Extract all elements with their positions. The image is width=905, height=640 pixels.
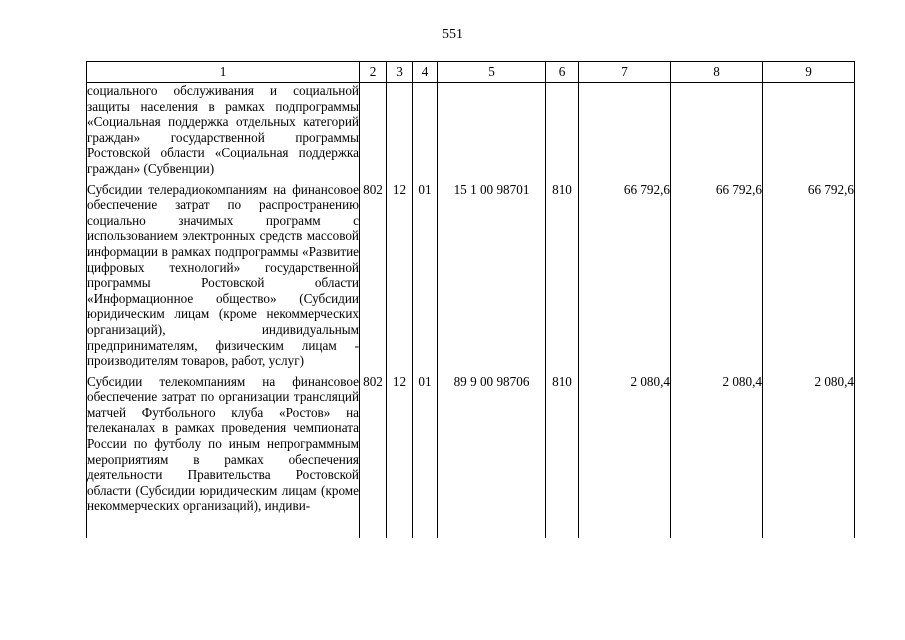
table-row <box>87 369 855 514</box>
row-amount-2: 2 080,4 <box>671 369 763 514</box>
header-col-1: 1 <box>87 62 360 83</box>
row-description: Субсидии телекомпаниям на финансовое обеспечение затрат по организации трансляций матчей Футбольного клуба «Ростов» на телеканалах в рамках проведения чемпионата России по футболу по иным непрограммным мероприятиям в рамках обеспечения деятельности Правительства Ростовской области (Субсидии юридическим лицам (кроме некоммерческих организаций), индиви- <box>87 369 360 514</box>
row-expense-type <box>546 83 579 177</box>
row-code-subsection: 01 <box>413 177 438 369</box>
row-target-article: 15 1 00 98701 <box>438 177 546 369</box>
header-row <box>87 62 855 83</box>
header-col-6: 6 <box>546 62 579 83</box>
header-col-9: 9 <box>763 62 855 83</box>
row-code-admin: 802 <box>360 177 387 369</box>
row-amount-3 <box>763 83 855 177</box>
row-target-article <box>438 83 546 177</box>
row-amount-3: 2 080,4 <box>763 369 855 514</box>
header-col-7: 7 <box>579 62 671 83</box>
row-expense-type: 810 <box>546 177 579 369</box>
table-continuation-gap <box>87 514 855 538</box>
row-code-subsection <box>413 83 438 177</box>
row-code-admin <box>360 83 387 177</box>
row-target-article: 89 9 00 98706 <box>438 369 546 514</box>
header-col-8: 8 <box>671 62 763 83</box>
header-col-5: 5 <box>438 62 546 83</box>
row-code-section: 12 <box>387 177 413 369</box>
page-number: 551 <box>442 27 463 42</box>
row-amount-2 <box>671 83 763 177</box>
row-description: социального обслуживания и социальной защиты населения в рамках подпрограммы «Социальная поддержка отдельных категорий граждан» государственной программы Ростовской области «Социальная поддержка граждан» (Субвенции) <box>87 83 359 176</box>
row-amount-2: 66 792,6 <box>671 177 763 369</box>
row-code-subsection: 01 <box>413 369 438 514</box>
header-col-4: 4 <box>413 62 438 83</box>
row-amount-3: 66 792,6 <box>763 177 855 369</box>
row-code-admin: 802 <box>360 369 387 514</box>
row-amount-1: 2 080,4 <box>579 369 671 514</box>
table-row <box>87 177 855 369</box>
row-amount-1: 66 792,6 <box>579 177 671 369</box>
row-expense-type: 810 <box>546 369 579 514</box>
table-row <box>87 83 855 177</box>
row-amount-1 <box>579 83 671 177</box>
header-col-3: 3 <box>387 62 413 83</box>
row-code-section: 12 <box>387 369 413 514</box>
row-description: Субсидии телерадиокомпаниям на финансовое обеспечение затрат по распространению социально значимых программ с использованием электронных средств массовой информации в рамках подпрограммы «Развитие цифровых технологий» государственной программы Ростовской области «Информационное общество» (Субсидии юридическим лицам (кроме некоммерческих организаций), индивидуальным предпринимателям, физическим лицам - производителям товаров, работ, услуг) <box>87 177 360 369</box>
row-code-section <box>387 83 413 177</box>
budget-table <box>86 61 855 538</box>
header-col-2: 2 <box>360 62 387 83</box>
